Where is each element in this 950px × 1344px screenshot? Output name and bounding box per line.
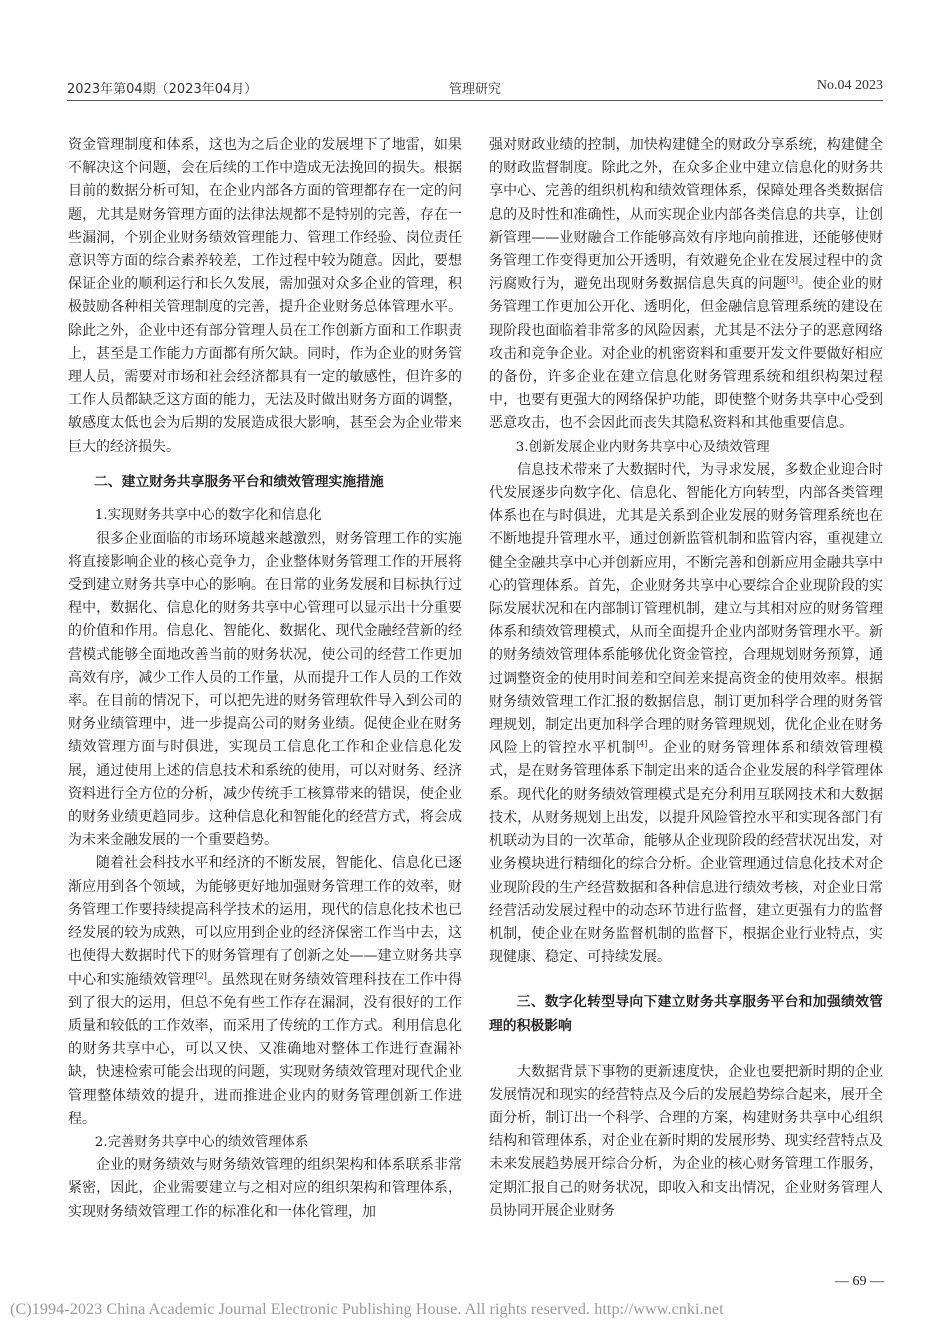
paragraph-3-continued — [489, 134, 883, 436]
paragraph-4-text-a: 信息技术带来了大数据时代，为寻求发展，多数企业迎合时代发展逐步向数字化、信息化、智能化方向转型，内部各类管理体系也在与时俱进，尤其是关系到企业发展的财务管理系统也在不断地提升管理水平，通过创新监管机制和监管内容，重视建立健全金融共享中心并创新应用，不断完善和创新应用金融共享中心的管理体系。首先，企业财务共享中心要综合企业现阶段的实际发展状况和在内部制订管理机制，建立与其相对应的财务管理体系和绩效管理模式，从而全面提升企业内部财务管理水平。新的财务绩效管理体系能够优化资金管控，合理规划财务预算，通过调整资金的使用时间差和空间差来提高资金的使用效率。根据财务绩效管理工作汇报的数据信息，制订更加科学合理的财务管理规划，制定出更加科学合理的财务管理规划，优化企业在财务风险上的管控水平机制 — [489, 461, 883, 757]
citation-4: [4] — [636, 739, 648, 749]
paragraph-5: 大数据背景下事物的更新速度快，企业也要把新时期的企业发展情况和现实的经营特点及今后的发展趋势综合起来，展开全面分析，制订出一个科学、合理的方案，构建财务共享中心组织结构和管理体系，对企业在新时期的发展形势、现实经营特点及未来发展趋势展开综合分析，为企业的核心财务管理工作服务，定期汇报自己的财务状况，即收入和支出情况，企业财务管理人员协同开展企业财务 — [489, 1063, 883, 1219]
right-column — [489, 134, 883, 1223]
paragraph-3-text-b: 。使企业的财务管理工作更加公开化、透明化，但金融信息管理系统的建设在现阶段也面临着非常多的风险因素，尤其是不法分子的恶意网络攻击和竞争企业。对企业的机密资料和重要开发文件要做好相应的备份，许多企业在建立信息化财务管理系统和组织构架过程中，也要有更强大的网络保护功能，即使整个财务共享中心受到恶意攻击，也不会因此而丧失其隐私资料和其他重要信息。 — [489, 276, 884, 432]
paragraph-2 — [68, 852, 462, 1130]
header-rule — [67, 100, 883, 101]
section-heading-3: 三、数字化转型导向下建立财务共享服务平台和加强绩效管理的积极影响 — [489, 994, 883, 1034]
citation-2: [2] — [195, 970, 207, 980]
journal-name: 管理研究 — [448, 82, 501, 97]
paragraph-2-text-a: 随着社会科技水平和经济的不断发展，智能化、信息化已逐渐应用到各个领域，为能够更好地加强财务管理工作的效率，财务管理工作要持续提高科学技术的运用，现代的信息化技术也已经发展的较为成熟，可以应用到企业的经济保密工作当中去，这也使得大数据时代下的财务管理有了创新之处——建立财务共享中心和实施绩效管理 — [68, 855, 462, 988]
page-number: — 69 — — [835, 1274, 884, 1289]
citation-3: [3] — [786, 275, 798, 285]
paragraph-1: 很多企业面临的市场环境越来越激烈，财务管理工作的实施将直接影响企业的核心竞争力，企业整体财务管理工作的开展将受到建立财务共享中心的影响。在日常的业务发展和目标执行过程中，数据化、信息化的财务共享中心管理可以显示出十分重要的价值和作用。信息化、智能化、数据化、现代金融经营新的经营模式能够全面地改善当前的财务状况，使公司的经营工作更加高效有序，减少工作人员的工作量，从而提升工作人员的工作效率。在目前的情况下，可以把先进的财务管理软件导入到公司的财务业绩管理中，进一步提高公司的财务业绩。促使企业在财务绩效管理方面与时俱进，实现员工信息化工作和企业信息化发展，通过使用上述的信息技术和系统的使用，可以对财务、经济资料进行全方位的分析，减少传统手工核算带来的错误，使企业的财务业绩更趋同步。这种信息化和智能化的经营方式，将会成为未来金融发展的一个重要趋势。 — [68, 530, 462, 849]
paragraph-2-text-b: 。虽然现在财务绩效管理科技在工作中得到了很大的运用，但总不免有些工作存在漏洞，没有很好的工作质量和较低的工作效率，而采用了传统的工作方式。利用信息化的财务共享中心，可以又快、又准确地对整体工作进行查漏补缺，快速检索可能会出现的问题，实现财务绩效管理对现代企业管理整体绩效的提升，进而推进企业内的财务管理创新工作进程。 — [68, 971, 463, 1127]
subsection-heading-2: 2.完善财务共享中心的绩效管理体系 — [94, 1134, 309, 1150]
paragraph-continued: 资金管理制度和体系，这也为之后企业的发展埋下了地雷，如果不解决这个问题，会在后续的工作中造成无法挽回的损失。根据目前的数据分析可知，在企业内部各方面的管理都存在一定的问题，尤其是财务管理方面的法律法规都不是特别的完善，存在一些漏洞，个别企业财务绩效管理能力、管理工作经验、岗位责任意识等方面的综合素养较差，工作过程中较为随意。因此，要想保证企业的顺利运行和长久发展，需加强对众多企业的管理，积极鼓励各种相关管理制度的完善，提升企业财务总体管理水平。除此之外，企业中还有部分管理人员在工作创新方面和工作职责上，甚至是工作能力方面都有所欠缺。同时，作为企业的财务管理人员，需要对市场和社会经济都具有一定的敏感性，但许多的工作人员都缺乏这方面的能力，无法及时做出财务方面的调整，敏感度太低也会为后期的发展造成很大影响，甚至会为企业带来巨大的经济损失。 — [68, 137, 462, 455]
issue-label: 2023年第04期（2023年04月） — [67, 82, 258, 97]
running-header — [67, 78, 883, 100]
paragraph-3-text-a: 强对财政业绩的控制，加快构建健全的财政分享系统，构建健全的财政监督制度。除此之外，在众多企业中建立信息化的财务共享中心、完善的组织机构和绩效管理体系，保障处理各类数据信息的及时性和准确性，从而实现企业内部各类信息的共享，让创新管理——业财融合工作能够高效有序地向前推进，还能够使财务管理工作变得更加公开透明，有效避免企业在发展过程中的贪污腐败行为，避免出现财务数据信息失真的问题 — [489, 137, 883, 293]
paragraph-4 — [489, 459, 883, 969]
left-column — [68, 134, 462, 1224]
copyright-notice: (C)1994-2023 China Academic Journal Electronic Publishing House. All rights reserved. http://www.cnki.net — [10, 1300, 724, 1318]
issue-number: No.04 2023 — [816, 78, 883, 93]
paragraph-4-text-b: 。企业的财务管理体系和绩效管理模式，是在财务管理体系下制定出来的适合企业发展的科学管理体系。现代化的财务绩效管理模式是充分利用互联网技术和大数据技术，从财务规划上出发，以提升风险管控水平和实现各部门有机联动为目的一次革命，能够从企业现阶段的经营状况出发，对业务模块进行精细化的综合分析。企业管理通过信息化技术对企业现阶段的生产经营数据和各种信息进行绩效考核，对企业日常经营活动发展过程中的动态环节进行监督，建立更强有力的监督机制，使企业在财务监督机制的监督下，根据企业行业特点，实现健康、稳定、可持续发展。 — [489, 740, 884, 966]
section-heading-2: 二、建立财务共享服务平台和绩效管理实施措施 — [94, 473, 384, 490]
subsection-heading-1: 1.实现财务共享中心的数字化和信息化 — [94, 508, 322, 524]
paragraph-3: 企业的财务绩效与财务绩效管理的组织架构和体系联系非常紧密，因此，企业需要建立与之相对应的组织架构和管理体系，实现财务绩效管理工作的标准化和一体化管理，加 — [68, 1157, 462, 1220]
subsection-heading-3: 3.创新发展企业内财务共享中心及绩效管理 — [515, 439, 770, 455]
